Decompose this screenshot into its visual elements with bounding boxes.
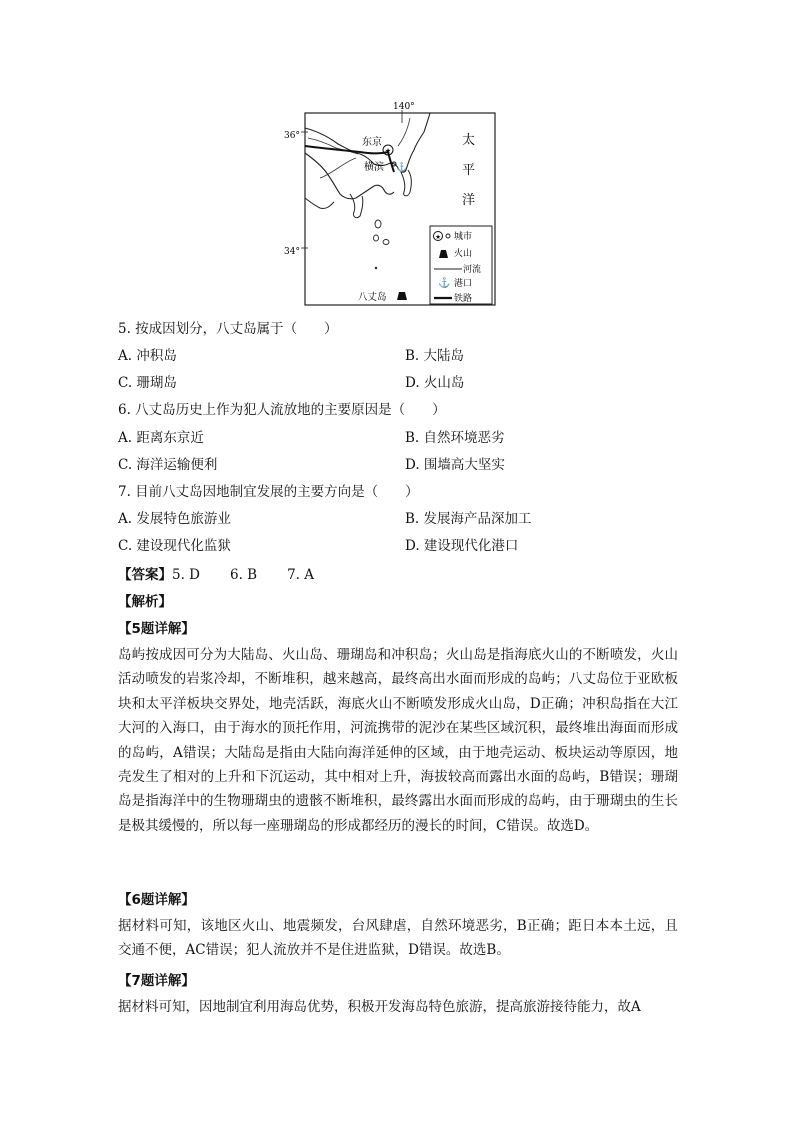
q5-option-b: B. 大陆岛 [405, 348, 465, 364]
q5-option-d: D. 火山岛 [405, 375, 465, 391]
q6-option-b: B. 自然环境恶劣 [405, 430, 505, 446]
yokohama-label: 横滨 [364, 162, 384, 173]
legend-port-icon: ⚓ [438, 278, 451, 289]
question-6-stem: 6. 八丈岛历史上作为犯人流放地的主要原因是（ ） [118, 402, 446, 418]
q6-option-c: C. 海洋运输便利 [118, 457, 218, 473]
q7-option-c: C. 建设现代化监狱 [118, 538, 231, 554]
map-figure [280, 98, 500, 310]
ocean-char-2: 平 [462, 163, 476, 178]
legend-volcano: 火山 [454, 249, 473, 259]
ocean-char-3: 洋 [462, 193, 476, 208]
island-small [375, 267, 377, 269]
question-7-stem: 7. 目前八丈岛因地制宜发展的主要方向是（ ） [118, 484, 419, 500]
question-5-stem: 5. 按成因划分，八丈岛属于（ ） [118, 321, 338, 337]
answer-5: 5. D [172, 567, 200, 583]
q5-detail-heading: 【5题详解】 [118, 621, 195, 637]
tokyo-label: 东京 [362, 137, 382, 148]
answer-7: 7. A [287, 567, 315, 583]
legend-city: 城市 [454, 232, 473, 242]
legend-rail: 铁路 [454, 294, 473, 304]
longitude-label: 140° [393, 102, 415, 112]
q7-option-b: B. 发展海产品深加工 [405, 511, 532, 527]
ocean-char-1: 太 [462, 133, 476, 148]
q6-option-d: D. 围墙高大坚实 [405, 457, 505, 473]
answer-6: 6. B [230, 567, 258, 583]
hachijojima-label: 八丈岛 [358, 292, 387, 303]
q6-detail-heading: 【6题详解】 [118, 892, 195, 908]
q6-detail-text: 据材料可知，该地区火山、地震频发，台风肆虐，自然环境恶劣，B正确；距日本本土远，且交通不便，AC错误；犯人流放并不是住进监狱，D错误。故选B。 [118, 918, 678, 959]
legend-river: 河流 [463, 265, 482, 275]
svg-text:★: ★ [435, 233, 441, 241]
answer-label: 【答案】 [118, 567, 172, 583]
answer-line [118, 566, 314, 584]
q5-option-a: A. 冲积岛 [118, 348, 177, 364]
tokyo-star-icon: ★ [384, 147, 392, 155]
q6-option-a: A. 距离东京近 [118, 430, 204, 446]
q7-option-a: A. 发展特色旅游业 [118, 511, 231, 527]
q7-option-d: D. 建设现代化港口 [405, 538, 519, 554]
analysis-heading: 【解析】 [118, 594, 172, 610]
q7-detail-heading: 【7题详解】 [118, 973, 195, 989]
q5-detail-text: 岛屿按成因可分为大陆岛、火山岛、珊瑚岛和冲积岛；火山岛是指海底火山的不断喷发，火山活动喷发的岩浆冷却，不断堆积，越来越高，最终高出水面而形成的岛屿；八丈岛位于亚欧板块和太平洋板块交界处，地壳活跃，海底火山不断喷发形成火山岛，D正确；冲积岛指在大江大河的入海口，由于海水的顶托作用，河流携带的泥沙在某些区域沉积，最终堆出海面而形成的岛屿，A错误；大陆岛是指由大陆向海洋延伸的区域，由于地壳运动、板块运动等原因，地壳发生了相对的上升和下沉运动，其中相对上升，海拔较高而露出水面的岛屿，B错误；珊瑚岛是指海洋中的生物珊瑚虫的遗骸不断堆积，最终露出水面而形成的岛屿，由于珊瑚虫的生长是极其缓慢的，所以每一座珊瑚岛的形成都经历的漫长的时间，C错误。故选D。 [118, 647, 678, 834]
legend-port: 港口 [454, 279, 473, 289]
lat-label-34: 34° [284, 247, 300, 257]
q7-detail-text: 据材料可知，因地制宜利用海岛优势，积极开发海岛特色旅游，提高旅游接待能力，故A [118, 999, 641, 1015]
lat-label-36: 36° [284, 131, 300, 141]
anchor-icon: ⚓ [396, 163, 408, 173]
q5-option-c: C. 珊瑚岛 [118, 375, 177, 391]
